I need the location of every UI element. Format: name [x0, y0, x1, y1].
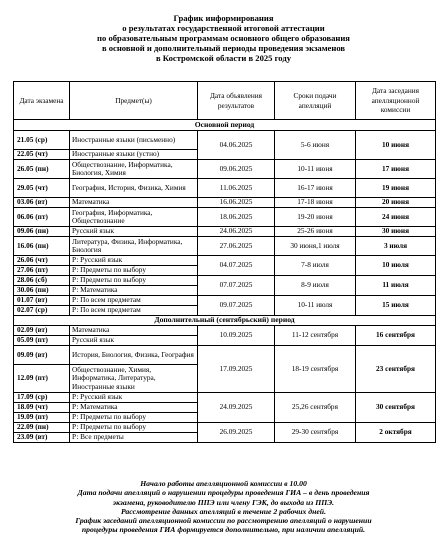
announce-date: 18.06.2025 — [198, 208, 275, 227]
commission-date: 30 июня — [356, 227, 436, 237]
section-row — [14, 316, 436, 326]
table-header-row — [14, 82, 436, 120]
appeal-period: 5-6 июня — [275, 131, 356, 160]
header-announce: Дата объявления результатов — [198, 82, 275, 120]
footer-line: График заседаний апелляционной комиссии по рассмотрению апелляций о нарушении — [75, 516, 372, 526]
title-line: в основной и дополнительный периоды проведения экзаменов — [101, 43, 346, 53]
title-line: по образовательным программам основного общего образования — [97, 33, 350, 43]
header-commission: Дата заседания апелляционной комиссии — [356, 82, 436, 120]
subject: Иностранные языки (письменно) — [70, 131, 198, 150]
appeal-period: 8-9 июля — [275, 276, 356, 296]
exam-date: 09.06 (пн) — [14, 227, 70, 237]
subject: Р: Математика — [70, 403, 198, 413]
commission-date: 24 июня — [356, 208, 436, 227]
commission-date: 3 июля — [356, 237, 436, 256]
exam-date: 28.06 (сб) — [14, 276, 70, 286]
table-row — [14, 160, 436, 179]
announce-date: 17.09.2025 — [198, 346, 275, 393]
exam-date: 19.09 (пт) — [14, 413, 70, 423]
header-subjects: Предмет(ы) — [70, 82, 198, 120]
commission-date: 17 июня — [356, 160, 436, 179]
section-main: Основной период — [14, 120, 436, 131]
exam-date: 05.09 (пт) — [14, 336, 70, 346]
subject: Математика — [70, 198, 198, 208]
commission-date: 19 июня — [356, 179, 436, 198]
subject: География, История, Физика, Химия — [70, 179, 198, 198]
subject: Р: Предметы по выбору — [70, 276, 198, 286]
subject: Р: Предметы по выбору — [70, 423, 198, 433]
announce-date: 11.06.2025 — [198, 179, 275, 198]
subject: Иностранные языки (устно) — [70, 150, 198, 160]
subject: Р: По всем предметам — [70, 296, 198, 306]
announce-date: 09.07.2025 — [198, 296, 275, 316]
footer-line: Дата подачи апелляций о нарушении процедуры проведения ГИА – в день проведения — [77, 488, 370, 498]
subject: Русский язык — [70, 336, 198, 346]
table-row — [14, 198, 436, 208]
commission-date: 10 июля — [356, 256, 436, 276]
exam-date: 01.07 (вт) — [14, 296, 70, 306]
subject: Р: Предметы по выбору — [70, 413, 198, 423]
announce-date: 16.06.2025 — [198, 198, 275, 208]
appeal-period: 16-17 июня — [275, 179, 356, 198]
header-date: Дата экзамена — [14, 82, 70, 120]
appeal-period: 18-19 сентября — [275, 346, 356, 393]
subject: Литература, Физика, Информатика, Биология — [70, 237, 198, 256]
subject: География, Информатика, Обществознание — [70, 208, 198, 227]
subject: Обществознание, Химия, Информатика, Литература, Иностранные языки — [70, 365, 198, 393]
table-row — [14, 276, 436, 286]
appeal-period: 19-20 июня — [275, 208, 356, 227]
subject: Русский язык — [70, 227, 198, 237]
commission-date: 10 июня — [356, 131, 436, 160]
announce-date: 27.06.2025 — [198, 237, 275, 256]
table-row — [14, 179, 436, 198]
commission-date: 2 октября — [356, 423, 436, 443]
announce-date: 04.07.2025 — [198, 256, 275, 276]
subject: История, Биология, Физика, География — [70, 346, 198, 365]
appeal-period: 25-26 июня — [275, 227, 356, 237]
exam-date: 02.09 (вт) — [14, 326, 70, 336]
exam-date: 27.06 (пт) — [14, 266, 70, 276]
announce-date: 07.07.2025 — [198, 276, 275, 296]
title-line: График информирования — [173, 13, 274, 23]
exam-date: 12.09 (пт) — [14, 365, 70, 393]
exam-date: 29.05 (чт) — [14, 179, 70, 198]
exam-date: 16.06 (пн) — [14, 237, 70, 256]
schedule-table — [13, 81, 436, 443]
section-additional: Дополнительный (сентябрьский) период — [14, 316, 436, 326]
subject: Р: Все предметы — [70, 433, 198, 443]
appeal-period: 17-18 июня — [275, 198, 356, 208]
exam-date: 22.09 (пн) — [14, 423, 70, 433]
table-row — [14, 256, 436, 266]
subject: Р: Русский язык — [70, 393, 198, 403]
announce-date: 09.06.2025 — [198, 160, 275, 179]
table-row — [14, 346, 436, 365]
footer-line: процедуры проведения ГИА формируется дополнительно, при наличии апелляций. — [81, 525, 366, 535]
commission-date: 11 июля — [356, 276, 436, 296]
exam-date: 26.05 (пн) — [14, 160, 70, 179]
table-row — [14, 237, 436, 256]
announce-date: 04.06.2025 — [198, 131, 275, 160]
subject: Р: Математика — [70, 286, 198, 296]
commission-date: 16 сентября — [356, 326, 436, 346]
table-row — [14, 393, 436, 403]
table-row — [14, 423, 436, 433]
section-row — [14, 120, 436, 131]
footer-line: Рассмотрение данных апелляций в течение 2 рабочих дней. — [121, 506, 326, 516]
subject: Р: По всем предметам — [70, 306, 198, 316]
subject: Р: Предметы по выбору — [70, 266, 198, 276]
announce-date: 24.09.2025 — [198, 393, 275, 423]
appeal-period: 30 июня,1 июля — [275, 237, 356, 256]
document-title — [0, 13, 447, 63]
commission-date: 30 сентября — [356, 393, 436, 423]
exam-date: 22.05 (чт) — [14, 150, 70, 160]
appeal-period: 11-12 сентября — [275, 326, 356, 346]
appeal-period: 10-11 июня — [275, 160, 356, 179]
exam-date: 09.09 (вт) — [14, 346, 70, 365]
announce-date: 26.09.2025 — [198, 423, 275, 443]
table-row — [14, 227, 436, 237]
footer-line: экзамена, руководителю ППЭ или члену ГЭК, до выхода из ППЭ. — [112, 497, 335, 507]
subject: Р: Русский язык — [70, 256, 198, 266]
table-row — [14, 326, 436, 336]
commission-date: 23 сентября — [356, 346, 436, 393]
footer-line: Начало работы апелляционной комиссии в 10.00 — [140, 479, 307, 488]
footer-notes — [0, 479, 447, 535]
commission-date: 15 июля — [356, 296, 436, 316]
table-row — [14, 208, 436, 227]
commission-date: 20 июня — [356, 198, 436, 208]
table-row — [14, 131, 436, 150]
subject: Математика — [70, 326, 198, 336]
title-line: о результатах государственной итоговой аттестации — [122, 23, 325, 33]
table-row — [14, 296, 436, 306]
appeal-period: 25,26 сентября — [275, 393, 356, 423]
appeal-period: 10-11 июля — [275, 296, 356, 316]
subject: Обществознание, Информатика, Биология, Химия — [70, 160, 198, 179]
exam-date: 26.06 (чт) — [14, 256, 70, 266]
exam-date: 30.06 (пн) — [14, 286, 70, 296]
announce-date: 24.06.2025 — [198, 227, 275, 237]
exam-date: 06.06 (пт) — [14, 208, 70, 227]
exam-date: 03.06 (вт) — [14, 198, 70, 208]
appeal-period: 29-30 сентября — [275, 423, 356, 443]
exam-date: 23.09 (вт) — [14, 433, 70, 443]
announce-date: 10.09.2025 — [198, 326, 275, 346]
exam-date: 18.09 (чт) — [14, 403, 70, 413]
appeal-period: 7-8 июля — [275, 256, 356, 276]
exam-date: 17.09 (ср) — [14, 393, 70, 403]
header-appeal: Сроки подачи апелляций — [275, 82, 356, 120]
title-line: в Костромской области в 2025 году — [156, 53, 291, 63]
exam-date: 21.05 (ср) — [14, 131, 70, 150]
exam-date: 02.07 (ср) — [14, 306, 70, 316]
